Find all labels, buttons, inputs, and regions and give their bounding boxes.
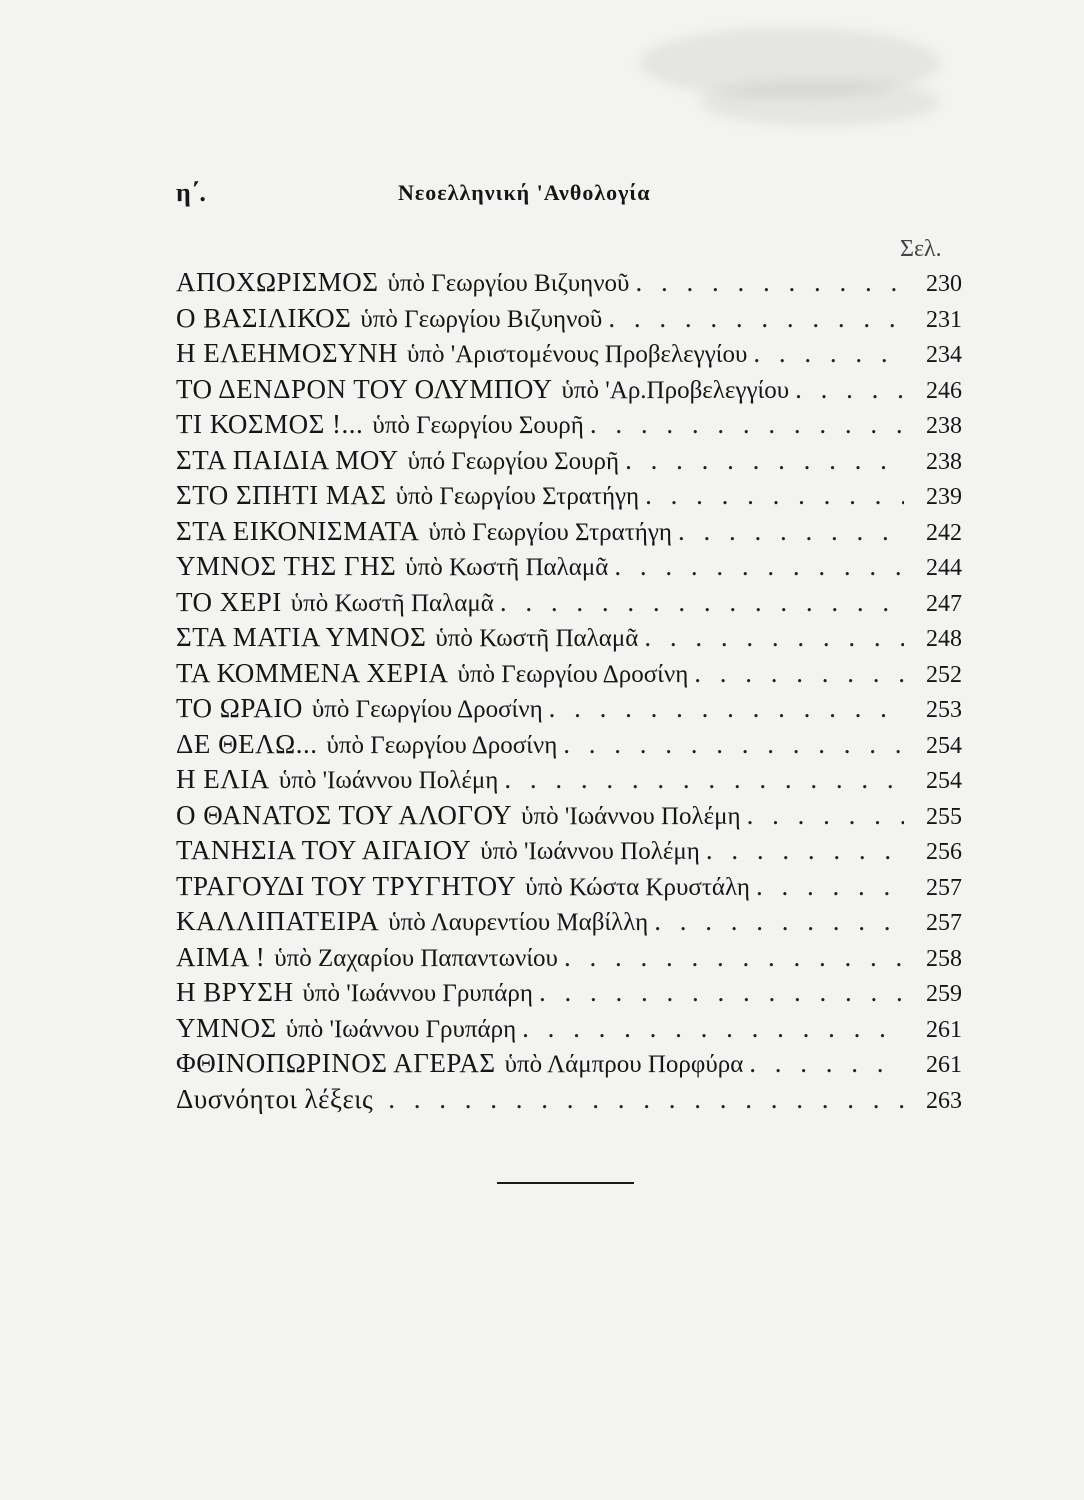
toc-entry — [176, 693, 962, 729]
toc-leader-dots — [563, 729, 904, 760]
toc-entry-author: ὑπὸ 'Αρ.Προβελεγγίου — [561, 376, 790, 404]
toc-leader-dots — [678, 516, 904, 547]
toc-entry-author: ὑπὸ 'Ιωάννου Πολέμη — [521, 802, 741, 830]
toc-entry-author: ὑπὸ 'Ιωάννου Πολέμη — [278, 767, 499, 794]
toc-entry-page: 254 — [926, 768, 962, 794]
toc-entry-page: 263 — [926, 1087, 962, 1114]
toc-entry — [176, 303, 962, 339]
toc-entry — [176, 338, 962, 374]
toc-entry — [176, 445, 962, 481]
toc-entry-author: ὑπὸ 'Ιωάννου Γρυπάρη — [285, 1015, 517, 1043]
toc-leader-dots — [694, 658, 904, 689]
page-numeral: η΄. — [176, 178, 206, 207]
toc-leader-dots — [706, 835, 904, 866]
toc-leader-dots — [388, 1084, 904, 1115]
toc-entry-page: 259 — [926, 981, 962, 1007]
toc-leader-dots — [747, 800, 904, 831]
toc-entry-title: ΥΜΝΟΣ — [176, 1012, 277, 1043]
end-rule — [497, 1182, 634, 1184]
toc-entry-page: 248 — [926, 626, 962, 652]
toc-entry-author: ὑπὸ Γεωργίου Στρατήγη — [395, 483, 640, 510]
page-header — [176, 178, 776, 218]
toc-entry-page: 239 — [926, 484, 962, 510]
toc-entry-author: ὑπὸ Λαυρεντίου Μαβίλλη — [388, 909, 649, 936]
toc-entry — [176, 551, 962, 587]
toc-entry — [176, 267, 962, 303]
toc-entry — [176, 1013, 962, 1049]
toc-leader-dots — [614, 551, 904, 582]
toc-entry-title: ΑΠΟΧΩΡΙΣΜΟΣ — [176, 267, 379, 297]
toc-entry-page: 252 — [926, 661, 962, 688]
toc-entry-page: 255 — [926, 803, 962, 830]
toc-entry-title: ΣΤΑ ΜΑΤΙΑ ΥΜΝΟΣ — [176, 622, 427, 652]
toc-leader-dots — [654, 906, 904, 937]
toc-entry-title: ΤΡΑΓΟΥΔΙ ΤΟΥ ΤΡΥΓΗΤΟΥ — [176, 870, 517, 901]
toc-leader-dots — [625, 445, 904, 476]
toc-entry-author: ὑπὸ Γεωργίου Δροσίνη — [311, 696, 543, 723]
toc-entry-author: ὑπὸ 'Αριστομένους Προβελεγγίου — [407, 341, 748, 368]
toc-entry — [176, 658, 962, 694]
toc-entry-author: ὑπό Γεωργίου Σουρῆ — [407, 447, 620, 475]
toc-entry-page: 244 — [926, 555, 962, 581]
toc-leader-dots — [753, 338, 904, 369]
toc-entry-author: ὑπὸ Κωστῆ Παλαμᾶ — [290, 589, 494, 617]
toc-leader-dots — [500, 587, 904, 618]
toc-leader-dots — [749, 1048, 904, 1079]
toc-entry-title: ΚΑΛΛΙΠΑΤΕΙΡΑ — [176, 906, 380, 936]
toc-entry-title: ΤΟ ΧΕΡΙ — [176, 586, 282, 617]
toc-entry-page: 246 — [926, 377, 962, 404]
toc-leader-dots — [549, 693, 904, 724]
toc-entry-page: 238 — [926, 413, 962, 439]
toc-entry-author: ὑπὸ Γεωργίου Βιζυηνοῦ — [387, 270, 630, 297]
toc-entry-page: 253 — [926, 697, 962, 723]
table-of-contents — [176, 267, 962, 1119]
toc-entry-title: Δυσνόητοι λέξεις — [176, 1083, 374, 1114]
toc-entry-author: ὑπὸ 'Ιωάννου Γρυπάρη — [302, 980, 533, 1007]
book-title: Νεοελληνική 'Ανθολογία — [398, 180, 651, 205]
toc-entry — [176, 942, 962, 978]
toc-entry-author: ὑπὸ Γεωργίου Δροσίνη — [457, 660, 689, 688]
toc-entry-title: ΣΤΑ ΕΙΚΟΝΙΣΜΑΤΑ — [176, 515, 420, 546]
toc-entry-page: 231 — [926, 306, 962, 333]
toc-entry-title: ΤΟ ΩΡΑΙΟ — [176, 693, 303, 723]
toc-entry-title: ΥΜΝΟΣ ΤΗΣ ΓΗΣ — [176, 551, 397, 581]
toc-entry-page: 247 — [926, 590, 962, 617]
toc-leader-dots — [522, 1013, 904, 1044]
toc-entry-author: ὑπὸ Κωστῆ Παλαμᾶ — [405, 554, 609, 581]
toc-entry — [176, 729, 962, 765]
toc-entry-title: Η ΕΛΕΗΜΟΣΥΝΗ — [176, 338, 399, 368]
page-column-label: Σελ. — [900, 236, 942, 262]
toc-entry — [176, 764, 962, 800]
toc-leader-dots — [590, 409, 904, 440]
toc-entry-title: ΑΙΜΑ ! — [176, 941, 266, 972]
toc-leader-dots — [635, 267, 904, 298]
toc-entry-title: ΤΑ ΚΟΜΜΕΝΑ ΧΕΡΙΑ — [176, 657, 449, 688]
toc-entry-page: 257 — [926, 874, 962, 901]
toc-entry — [176, 1048, 962, 1084]
toc-entry-author: ὑπὸ Γεωργίου Στρατήγη — [428, 518, 672, 546]
toc-entry-page: 261 — [926, 1052, 962, 1078]
toc-entry-page: 230 — [926, 271, 962, 297]
toc-entry-title: ΤΑΝΗΣΙΑ ΤΟΥ ΑΙΓΑΙΟΥ — [176, 835, 472, 865]
toc-leader-dots — [564, 942, 904, 973]
toc-entry-page: 242 — [926, 519, 962, 546]
toc-leader-dots — [644, 622, 904, 653]
toc-entry — [176, 480, 962, 516]
toc-entry — [176, 587, 962, 623]
toc-entry-page: 257 — [926, 910, 962, 936]
toc-entry-title: ΤΙ ΚΟΣΜΟΣ !... — [176, 409, 364, 439]
toc-entry-author: ὑπὸ Λάμπρου Πορφύρα — [504, 1051, 744, 1078]
toc-leader-dots — [608, 303, 904, 334]
toc-entry — [176, 977, 962, 1013]
toc-entry-title: Ο ΘΑΝΑΤΟΣ ΤΟΥ ΑΛΟΓΟΥ — [176, 799, 513, 830]
toc-entry-page: 254 — [926, 732, 962, 759]
toc-entry-author: ὑπὸ Γεωργίου Βιζυηνοῦ — [360, 305, 603, 333]
toc-entry-page: 238 — [926, 448, 962, 475]
print-smudge — [700, 80, 940, 125]
toc-entry-title: ΣΤΑ ΠΑΙΔΙΑ ΜΟΥ — [176, 444, 399, 475]
toc-entry-title: ΤΟ ΔΕΝΔΡΟΝ ΤΟΥ ΟΛΥΜΠΟΥ — [176, 373, 553, 404]
toc-entry-title: ΔΕ ΘΕΛΩ... — [176, 728, 318, 759]
toc-leader-dots — [756, 871, 904, 902]
toc-leader-dots — [504, 764, 904, 795]
toc-entry-author: ὑπὸ Γεωργίου Δροσίνη — [326, 731, 558, 759]
toc-entry-author: ὑπὸ 'Ιωάννου Πολέμη — [480, 838, 700, 865]
toc-entry — [176, 516, 962, 552]
toc-entry-title: ΣΤΟ ΣΠΗΤΙ ΜΑΣ — [176, 480, 387, 510]
toc-entry-title: ΦΘΙΝΟΠΩΡΙΝΟΣ ΑΓΕΡΑΣ — [176, 1048, 496, 1078]
toc-entry — [176, 906, 962, 942]
toc-entry-author: ὑπὸ Κωστῆ Παλαμᾶ — [435, 625, 639, 652]
toc-entry-page: 258 — [926, 945, 962, 972]
toc-entry-author: ὑπὸ Γεωργίου Σουρῆ — [372, 412, 584, 439]
toc-entry-page: 256 — [926, 839, 962, 865]
toc-entry — [176, 800, 962, 836]
toc-entry-page: 234 — [926, 342, 962, 368]
toc-leader-dots — [645, 480, 904, 511]
toc-entry-title: Ο ΒΑΣΙΛΙΚΟΣ — [176, 302, 352, 333]
toc-entry-title: Η ΒΡΥΣΗ — [176, 977, 294, 1007]
toc-entry — [176, 871, 962, 907]
toc-entry — [176, 1084, 962, 1120]
toc-entry-author: ὑπὸ Ζαχαρίου Παπαντωνίου — [274, 944, 558, 972]
toc-entry-title: Η ΕΛΙΑ — [176, 764, 270, 794]
toc-entry — [176, 409, 962, 445]
toc-entry — [176, 374, 962, 410]
toc-entry-page: 261 — [926, 1016, 962, 1043]
toc-entry — [176, 622, 962, 658]
toc-leader-dots — [795, 374, 904, 405]
toc-entry — [176, 835, 962, 871]
toc-entry-author: ὑπὸ Κώστα Κρυστάλη — [525, 873, 750, 901]
toc-leader-dots — [539, 977, 904, 1008]
